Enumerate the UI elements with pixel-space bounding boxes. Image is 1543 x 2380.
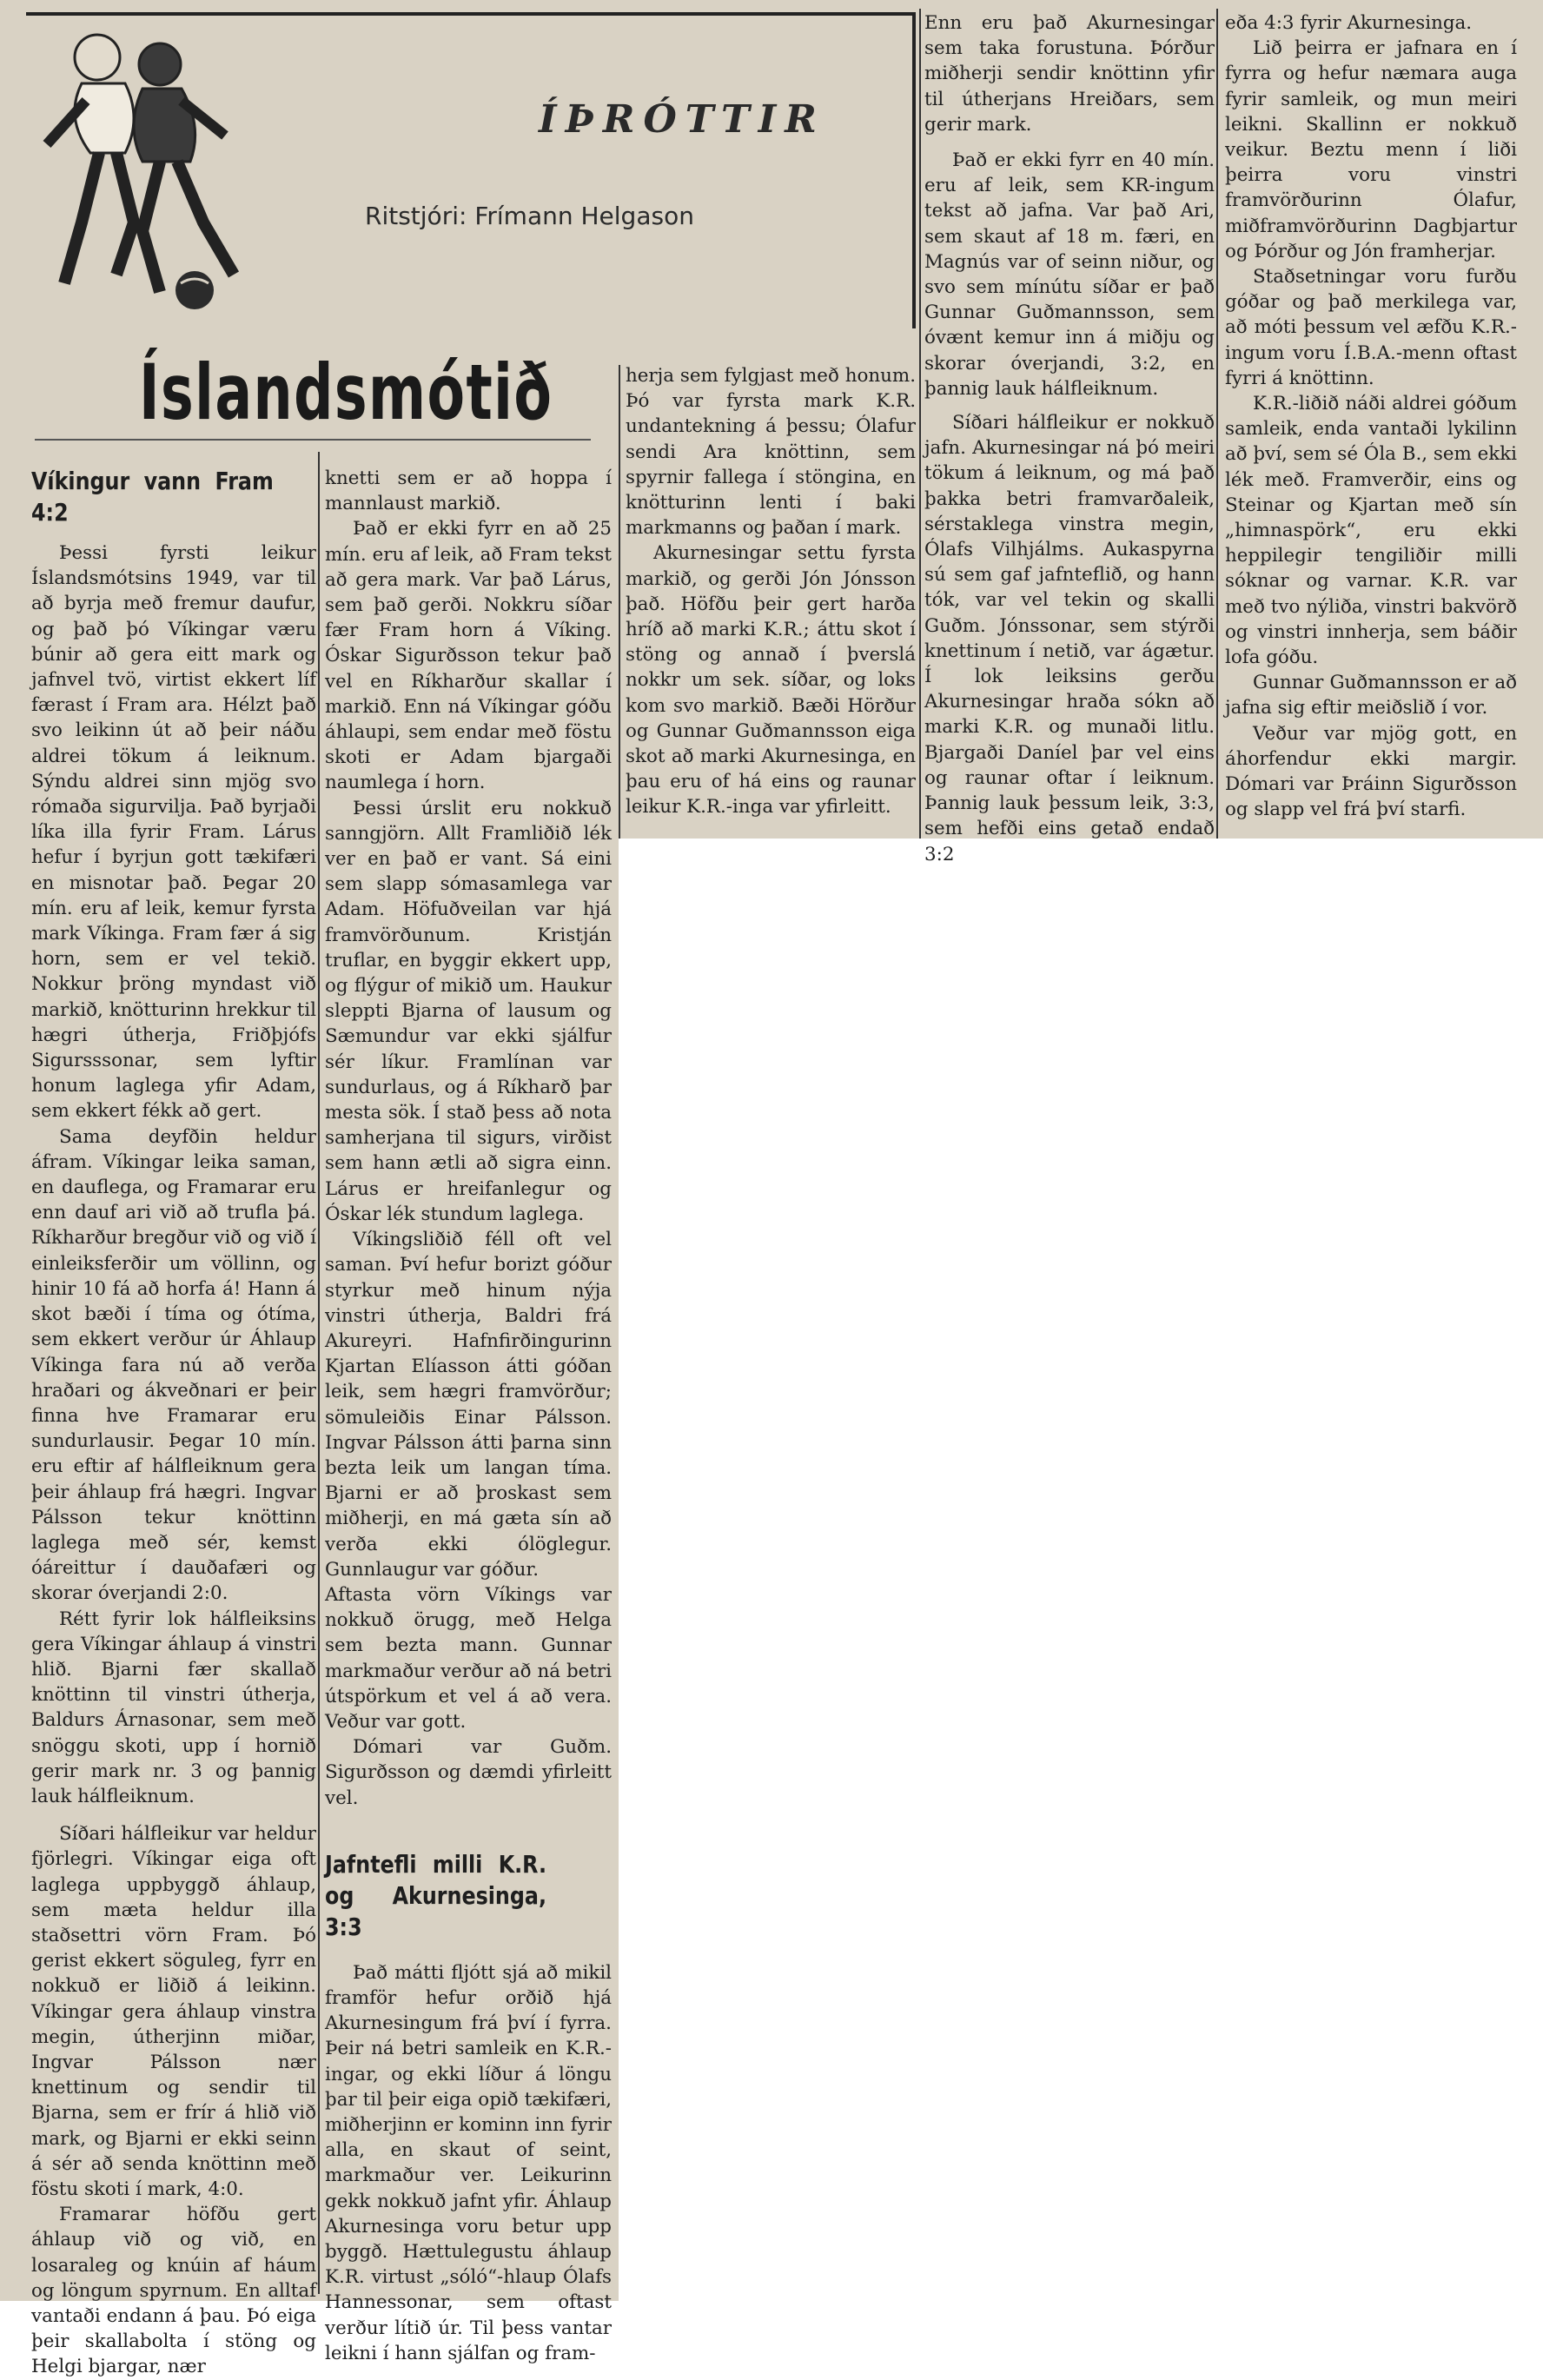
paragraph: Þessi úrslit eru nokkuð sanngjörn. Allt Framliðið lék ver en það er vant. Sá eini sem slapp sómasamlega var Adam. Höfuðveilan var hjá framvörðunum. Kristján truflar, en byggir ekkert upp, og flýgur of mikið um. Haukur sleppti Bjarna of lausum og Sæmundur var ekki sjálfur sér líkur. Framlínan var sundurlaus, og á Ríkharð þar mesta sök. Í stað þess að nota samherjana til sigurs, virðist sem hann ætli að sigra einn. Lárus er hreifanlegur og Óskar lék stundum laglega. bbox=[325, 797, 612, 1225]
paragraph: Rétt fyrir lok hálfleiksins gera Víkingar áhlaup á vinstri hlið. Bjarni fær skallað knöttinn til vinstri útherja, Baldurs Árnasonar, sem með snöggu skoti, upp í hornið gerir mark nr. 3 og þannig lauk hálfleiknum. bbox=[31, 1608, 316, 1807]
column-rule bbox=[318, 452, 320, 2294]
paragraph: Víkingsliðið féll oft vel saman. Því hefur borizt góður styrkur með hinum nýja vinstri útherja, Baldri frá Akureyri. Hafnfirðingurinn Kjartan Elíasson átti góðan leik, sem hægri framvörður; sömuleiðis Einar Pálsson. Ingvar Pálsson átti þarna sinn bezta leik um langan tíma. Bjarni er að þroskast sem miðherji, en má gæta sín að verða ekki ólöglegur. Gunnlaugur var góður. bbox=[325, 1229, 612, 1581]
article1-subhead: Víkingur vann Fram 4:2 bbox=[31, 467, 274, 527]
column-rule bbox=[1216, 9, 1218, 839]
paragraph: Þessi fyrsti leikur Íslandsmótsins 1949, var til að byrja með fremur daufur, og það þó Víkingar væru búnir að gera eitt mark og jafnvel tvö, virtist ekkert líf færast í Fram ara. Hélzt það svo leikinn út að þeir náðu aldrei tökum á leiknum. Sýndu aldrei sinn mjög svo rómaða sigurvilja. Það byrjaði líka illa fyrir Fram. Lárus hefur í byrjun gott tækifæri en misnotar það. Þegar 20 mín. eru af leik, kemur fyrsta mark Víkinga. Fram fær á sig horn, sem er vel tekið. Nokkur þröng myndast við markið, knötturinn hrekkur til hægri útherja, Friðþjófs Sigursssonar, sem lyftir honum laglega yfir Adam, sem ekkert fékk að gert. bbox=[31, 542, 316, 1123]
column-5 bbox=[1225, 10, 1517, 823]
paragraph: eða 4:3 fyrir Akurnesinga. bbox=[1225, 12, 1473, 34]
column-2 bbox=[325, 466, 612, 2366]
section-editor: Ritstjóri: Frímann Helgason bbox=[365, 202, 694, 230]
paragraph: Það er ekki fyrr en 40 mín. eru af leik, sem KR-ingum tekst að jafna. Var það Ari, sem skaut af 18 m. færi, en Magnús var of seinn niður, og svo sem mínútu síðar er það Gunnar Guðmannsson, sem óvænt kemur inn á miðju og skorar óverjandi, 3:2, en þannig lauk hálfleiknum. bbox=[924, 149, 1215, 400]
paragraph: Akurnesingar settu fyrsta markið, og gerði Jón Jónsson það. Höfðu þeir gert harða hríð að marki K.R.; áttu skot í stöng og annað í þverslá nokkr um sek. síðar, og loks kom svo markið. Bæði Hörður og Gunnar Guðmannsson eiga skot að marki Akurnesinga, en þau eru of há eins og raunar leikur K.R.-inga var yfirleitt. bbox=[626, 542, 916, 819]
paragraph: Dómari var Guðm. Sigurðsson og dæmdi yfirleitt vel. bbox=[325, 1736, 612, 1809]
paragraph: knetti sem er að hoppa í mannlaust markið. bbox=[325, 467, 612, 515]
paragraph: Framarar höfðu gert áhlaup við og við, en losaraleg og knúin af háum og löngum spyrnum. En alltaf vantaði endann á þau. Þó eiga þeir skallabolta í stöng og Helgi bjargar, nær bbox=[31, 2204, 316, 2378]
paragraph: Staðsetningar voru furðu góðar og það merkilega var, að móti þessum vel æfðu K.R.-ingum voru Í.B.A.-menn oftast fyrri á knöttinn. bbox=[1225, 266, 1517, 389]
column-3 bbox=[626, 363, 916, 820]
paragraph: Aftasta vörn Víkings var nokkuð örugg, með Helga sem bezta mann. Gunnar markmaður verður að ná betri útspörkum et vel á að vera. Veður var gott. bbox=[325, 1583, 612, 1733]
paragraph: herja sem fylgjast með honum. Þó var fyrsta mark K.R. undantekning á þessu; Ólafur sendi Ara knöttinn, sem spyrnir fallega í stöngina, en knötturinn lenti í baki markmanns og þaðan í mark. bbox=[626, 365, 916, 540]
paragraph: Lið þeirra er jafnara en í fyrra og hefur næmara auga fyrir samleik, og mun meiri leikni. Skallinn er nokkuð veikur. Beztu menn í liði þeirra voru vinstri framvörðurinn Ólafur, miðframvörðurinn Dagbjartur og Þórður og Jón framherjar. bbox=[1225, 37, 1517, 262]
column-rule bbox=[919, 9, 921, 839]
paragraph: K.R.-liðið náði aldrei góðum samleik, enda vantaði lykilinn að því, sem sé Óla B., sem ekki lék með. Framverðir, eins og Steinar og Kjartan með sín „himnaspörk“, eru ekki heppilegir tengiliðir milli sóknar og varnar. K.R. var með tvo nýliða, vinstri bakvörð og vinstri innherja, sem báðir lofa góðu. bbox=[1225, 393, 1517, 669]
paragraph: Gunnar Guðmannsson er að jafna sig eftir meiðslið í vor. bbox=[1225, 672, 1517, 719]
paragraph: Enn eru það Akurnesingar sem taka forustuna. Þórður miðherji sendir knöttinn yfir til útherjans Hreiðars, sem gerir mark. bbox=[924, 12, 1215, 136]
paragraph: Það er ekki fyrr en að 25 mín. eru af leik, að Fram tekst að gera mark. Var það Lárus, sem það gerði. Nokkru síðar fær Fram horn á Víking. Óskar Sigurðsson tekur það vel en Ríkharður skallar í markið. Enn ná Víkingar góðu áhlaupi, sem endar með föstu skoti er Adam bjargaði naumlega í horn. bbox=[325, 518, 612, 794]
column-4 bbox=[924, 10, 1215, 867]
paragraph: Sama deyfðin heldur áfram. Víkingar leika saman, en dauflega, og Framarar eru enn dauf ari við að trufla þá. Ríkharður bregður við og við í einleiksferðir um völlinn, og hinir 10 fá að horfa á! Hann á skot bæði í tíma og ótíma, sem ekkert verður úr Áhlaup Víkinga fara nú að verða hraðari og ákveðnari er þeir finna hve Framarar eru sundurlausir. Þegar 10 mín. eru eftir af hálfleiknum gera þeir áhlaup frá hægri. Ingvar Pálsson tekur knöttinn laglega með sér, kemst óáreittur í dauðafæri og skorar óverjandi 2:0. bbox=[31, 1125, 316, 1605]
article2-subhead: Jafntefli milli K.R. og Akurnesinga, 3:3 bbox=[325, 1849, 546, 1941]
column-rule bbox=[619, 365, 620, 839]
section-title: ÍÞRÓTTIR bbox=[539, 97, 825, 142]
paragraph: Síðari hálfleikur var heldur fjörlegri. Víkingar eiga oft laglega uppbyggð áhlaup, sem mæta heldur illa staðsettri vörn Fram. Þó gerist ekkert söguleg, fyrr en nokkuð er liðið á leikinn. Víkingar gera áhlaup vinstra megin, útherjinn miðar, Ingvar Pálsson nær knettinum og sendir til Bjarna, sem er frír á hlið við mark, og Bjarni er ekki seinn á sér að senda knöttinn með föstu skoti í mark, 4:0. bbox=[31, 1823, 316, 2200]
column-1 bbox=[31, 466, 316, 2380]
headline: Íslandsmótið bbox=[139, 348, 553, 437]
paragraph: Síðari hálfleikur er nokkuð jafn. Akurnesingar ná þó meiri tökum á leiknum, og má það þakka betri framvarðaleik, sérstaklega vinstra megin, Ólafs Vilhjálms. Aukaspyrna sú sem gaf jafnteflið, og hann tók, var vel tekin og skalli Guðm. Jónssonar, sem stýrði knettinum í netið, var ágætur. Í lok leiksins gerðu Akurnesingar hraða sókn að marki K.R. og munaði litlu. Bjargaði Daníel þar vel eins og raunar oftar í leiknum. Þannig lauk þessum leik, 3:3, sem hefði eins getað endað 3:2 bbox=[924, 412, 1215, 865]
paragraph: Veður var mjög gott, en áhorfendur ekki margir. Dómari var Þráinn Sigurðsson og slapp vel frá því starfi. bbox=[1225, 722, 1517, 821]
footballer-illustration bbox=[30, 23, 255, 318]
paragraph: Það mátti fljótt sjá að mikil framför hefur orðið hjá Akurnesingum frá því í fyrra. Þeir ná betri samleik en K.R.-ingar, og ekki líður á löngu þar til þeir eiga opið tækifæri, miðherjinn er kominn inn fyrir alla, en skaut of seint, markmaður ver. Leikurinn gekk nokkuð jafnt yfir. Áhlaup Akurnesinga voru betur upp byggð. Hættulegustu áhlaup K.R. virtust „sóló“-hlaup Ólafs Hannessonar, sem oftast verður lítið úr. Til þess vantar leikni í hann sjálfan og fram- bbox=[325, 1961, 612, 2364]
headline-rule bbox=[35, 439, 591, 441]
